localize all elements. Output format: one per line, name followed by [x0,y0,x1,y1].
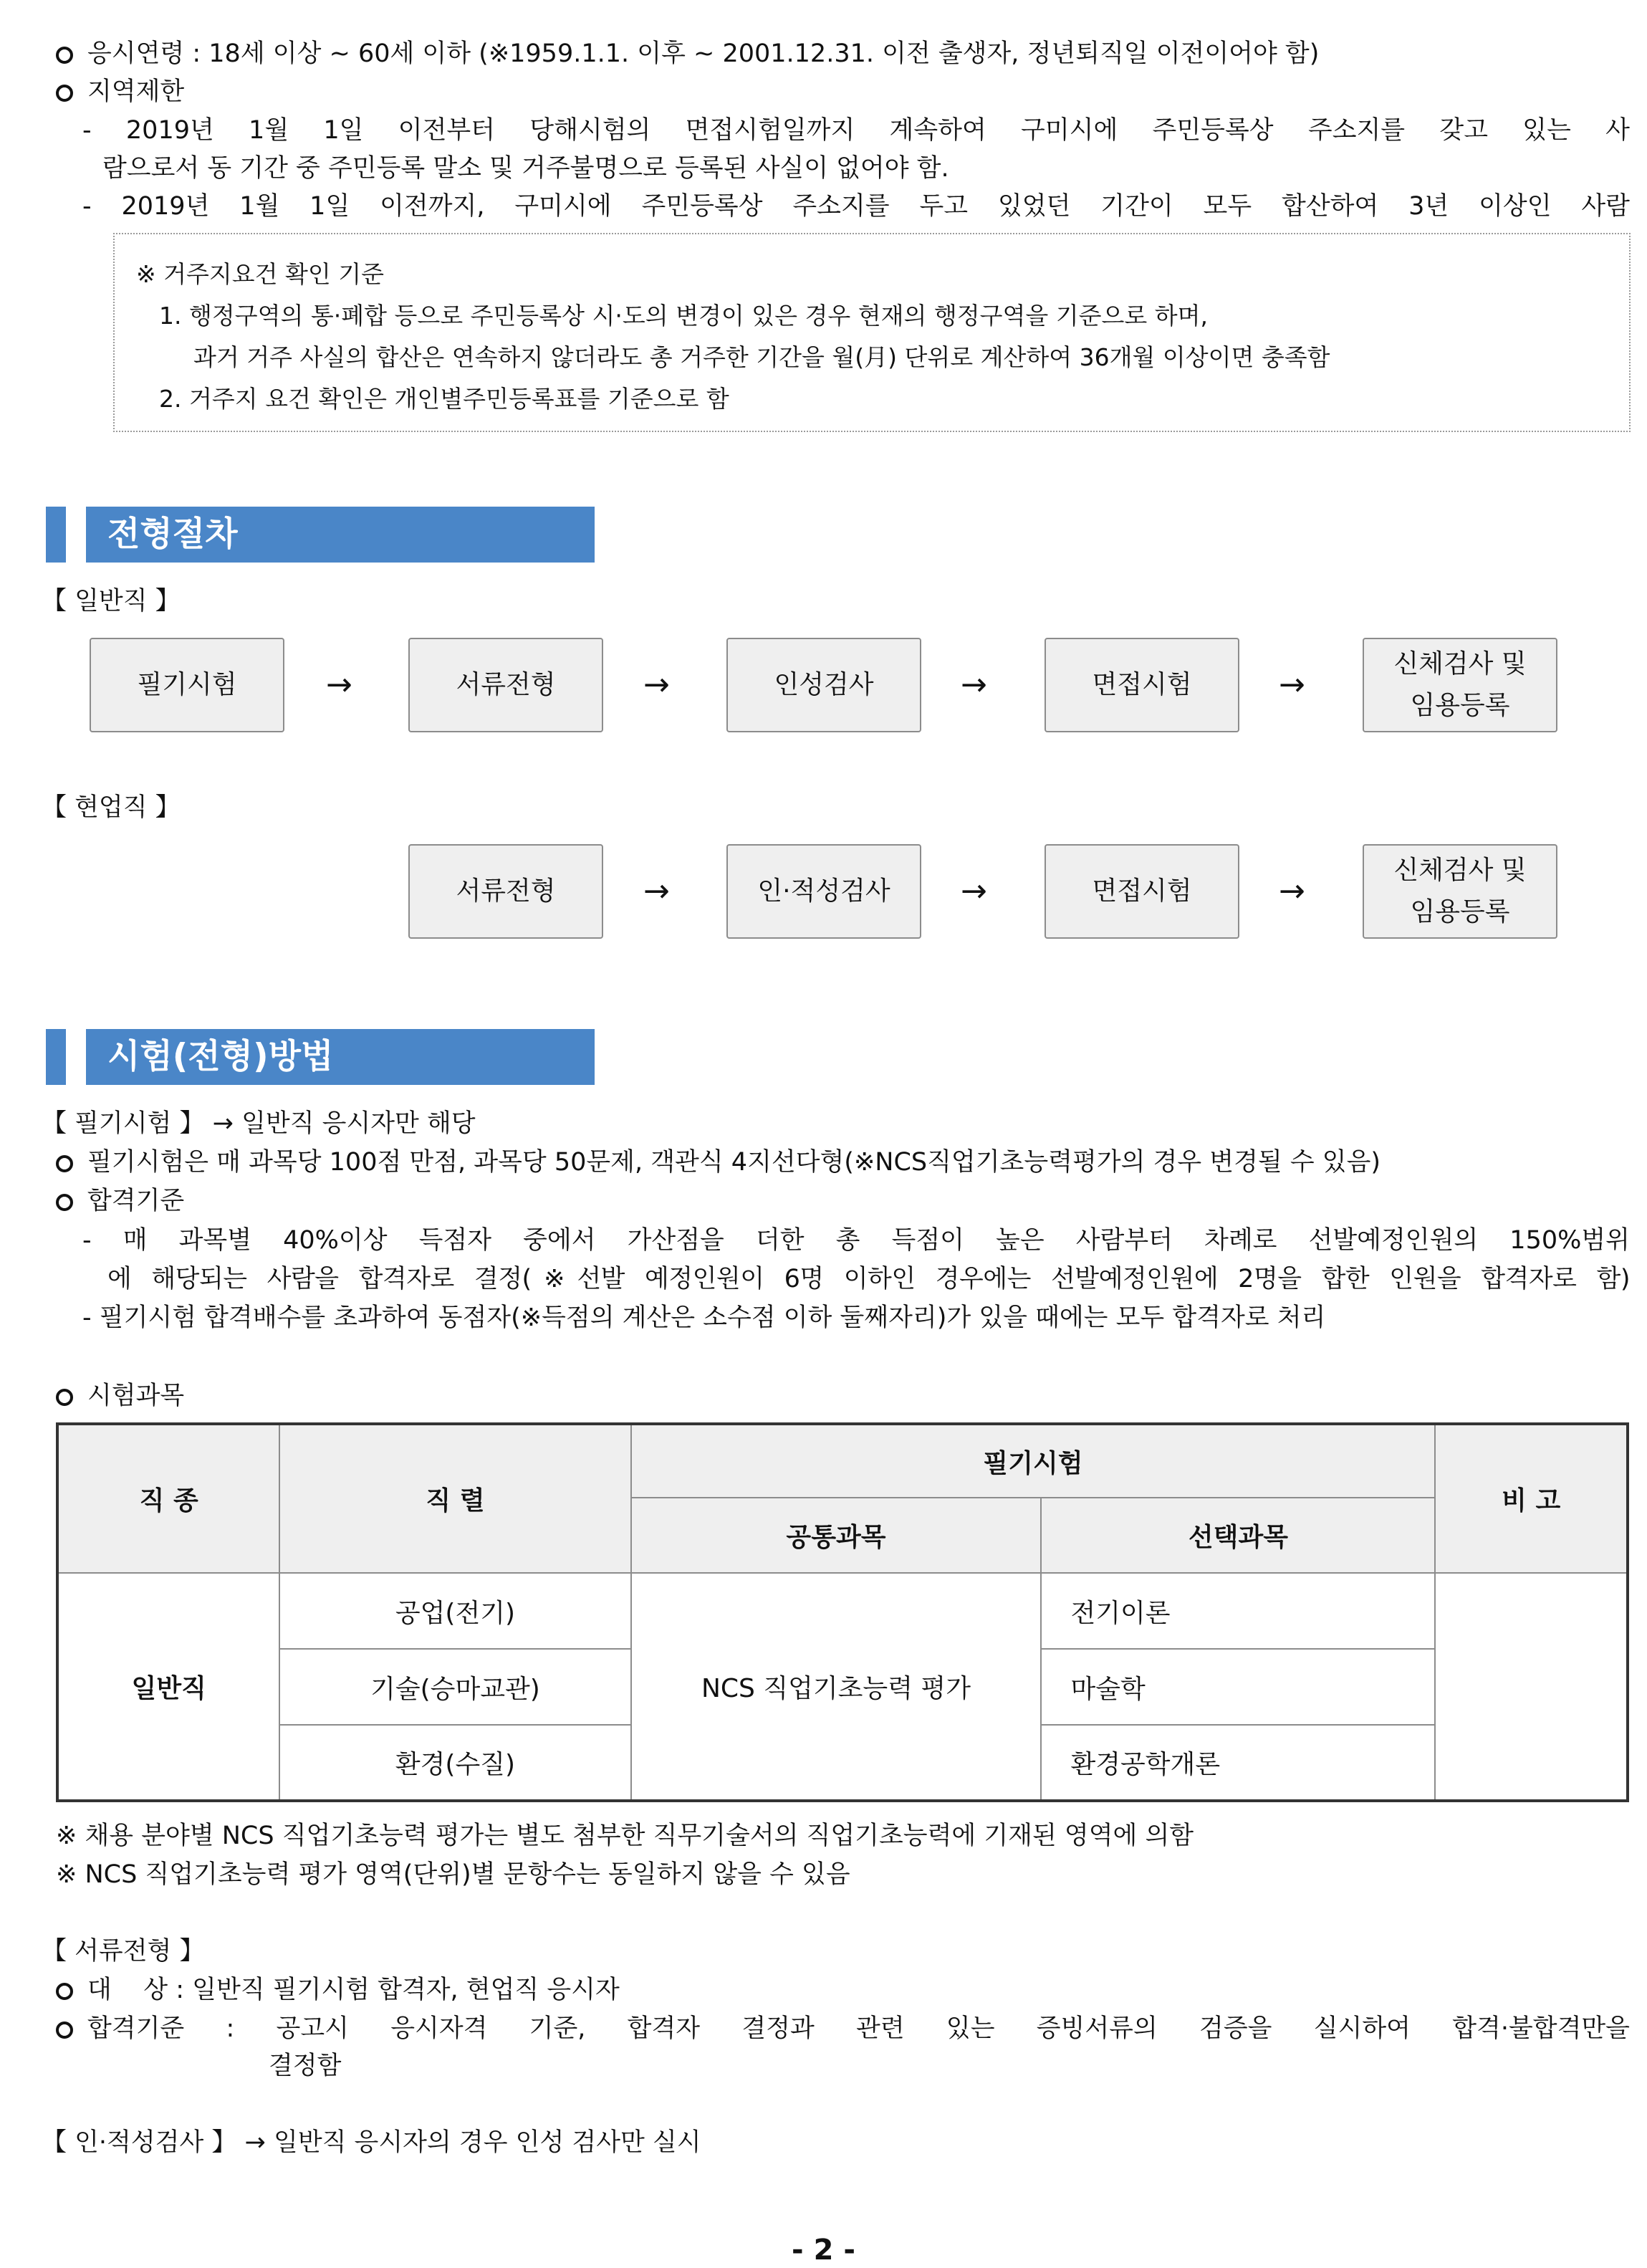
region-line-2: - 2019년 1월 1일 이전까지, 구미시에 주민등록상 주소지를 두고 있었던 기간이 모두 합산하여 3년 이상인 사람 [82,192,1630,221]
section-title: 시험(전형)방법 [86,1029,595,1085]
header-common-subject: 공통과목 [631,1498,1042,1573]
arrow-icon: → [326,666,352,703]
header-job-type: 직 종 [57,1424,279,1573]
residence-note-title: ※ 거주지요건 확인 기준 [136,260,385,288]
document-screening-label: 【 서류전형 】 [42,1937,205,1966]
arrow-icon: → [961,666,987,703]
incumbent-track-label: 【 현업직 】 [42,793,181,822]
step-personality-test: 인성검사 [726,638,921,732]
elective-subject-cell: 마술학 [1041,1649,1435,1725]
arrow-icon: → [961,873,987,909]
bullet-circle-icon [56,1194,73,1211]
arrow-icon: → [643,666,670,703]
region-title: 지역제한 [56,74,184,110]
header-remarks: 비 고 [1435,1424,1628,1573]
table-header-row [57,1424,1628,1498]
arrow-icon: → [643,873,670,909]
step-document-screening: 서류전형 [408,844,603,939]
job-series-cell: 기술(승마교관) [279,1649,630,1725]
remarks-cell [1435,1573,1628,1801]
document-screening-target: 대 상 : 일반직 필기시험 합격자, 현업직 응시자 [56,1972,620,2008]
written-exam-line: 필기시험은 매 과목당 100점 만점, 과목당 50문제, 객관식 4지선다형(※NCS직업기초능력평가의 경우 변경될 수 있음) [56,1144,1380,1180]
residence-note-box [113,233,1631,432]
bullet-circle-icon [56,1983,73,2000]
step-written-exam: 필기시험 [90,638,284,732]
header-job-series: 직 렬 [279,1424,630,1573]
header-elective-subject: 선택과목 [1041,1498,1435,1573]
job-series-cell: 환경(수질) [279,1725,630,1801]
bullet-circle-icon [56,47,73,64]
region-line-1b: 람으로서 동 기간 중 주민등록 말소 및 거주불명으로 등록된 사실이 없어야 함. [102,154,949,183]
bullet-circle-icon [56,85,73,102]
step-medical-appointment: 신체검사 및 임용등록 [1363,844,1557,939]
section-title: 전형절차 [86,507,595,563]
bullet-circle-icon [56,2021,73,2039]
written-exam-label: 【 필기시험 】 → 일반직 응시자만 해당 [42,1109,476,1138]
residence-note-line-1: 1. 행정구역의 통·폐합 등으로 주민등록상 시·도의 변경이 있은 경우 현재의 행정구역을 기준으로 하며, [159,302,1208,330]
table-note-1: ※ 채용 분야별 NCS 직업기초능력 평가는 별도 첨부한 직무기술서의 직업기초능력에 기재된 영역에 의함 [56,1822,1194,1850]
age-requirement: 응시연령 : 18세 이상 ~ 60세 이하 (※1959.1.1. 이후 ~ 2001.12.31. 이전 출생자, 정년퇴직일 이전이어야 함) [56,36,1319,72]
bullet-circle-icon [56,1389,73,1406]
general-track-label: 【 일반직 】 [42,587,181,616]
bullet-circle-icon [56,1155,73,1172]
pass-criteria-title: 합격기준 [56,1183,184,1219]
page-number: - 2 - [792,2234,855,2267]
subject-table [56,1422,1629,1802]
pass-line-1b: 에 해당되는 사람을 합격자로 결정(※선발 예정인원이 6명 이하인 경우에는 선발예정인원에 2명을 합한 인원을 합격자로 함) [107,1265,1630,1293]
job-type-cell: 일반직 [57,1573,279,1801]
pass-line-1a: - 매 과목별 40%이상 득점자 중에서 가산점을 더한 총 득점이 높은 사람부터 차례로 선발예정인원의 150%범위 [82,1226,1630,1255]
residence-note-line-3: 2. 거주지 요건 확인은 개인별주민등록표를 기준으로 함 [159,385,729,413]
step-interview: 면접시험 [1045,638,1239,732]
table-note-2: ※ NCS 직업기초능력 평가 영역(단위)별 문항수는 동일하지 않을 수 있음 [56,1860,850,1889]
subjects-title: 시험과목 [56,1378,184,1414]
elective-subject-cell: 환경공학개론 [1041,1725,1435,1801]
table-row [57,1573,1628,1649]
step-medical-appointment: 신체검사 및 임용등록 [1363,638,1557,732]
step-aptitude-test: 인·적성검사 [726,844,921,939]
section-bar [46,1029,66,1085]
pass-line-2: - 필기시험 합격배수를 초과하여 동점자(※득점의 계산은 소수점 이하 둘째자리)가 있을 때에는 모두 합격자로 처리 [82,1303,1326,1332]
document-screening-criteria-cont: 결정함 [269,2052,342,2080]
step-interview: 면접시험 [1045,844,1239,939]
region-line-1a: - 2019년 1월 1일 이전부터 당해시험의 면접시험일까지 계속하여 구미시에 주민등록상 주소지를 갖고 있는 사 [82,116,1630,145]
job-series-cell: 공업(전기) [279,1573,630,1649]
elective-subject-cell: 전기이론 [1041,1573,1435,1649]
section-bar [46,507,66,563]
residence-note-line-2: 과거 거주 사실의 합산은 연속하지 않더라도 총 거주한 기간을 월(月) 단위로 계산하여 36개월 이상이면 충족함 [193,343,1330,371]
common-subject-cell: NCS 직업기초능력 평가 [631,1573,1042,1801]
arrow-icon: → [1279,873,1305,909]
arrow-icon: → [1279,666,1305,703]
aptitude-test-label: 【 인·적성검사 】 → 일반직 응시자의 경우 인성 검사만 실시 [42,2128,701,2157]
header-written-exam: 필기시험 [631,1424,1436,1498]
document-screening-criteria: 합격기준 : 공고시 응시자격 기준, 합격자 결정과 관련 있는 증빙서류의 검증을 실시하여 합격·불합격만을 [56,2011,1630,2047]
step-document-screening: 서류전형 [408,638,603,732]
